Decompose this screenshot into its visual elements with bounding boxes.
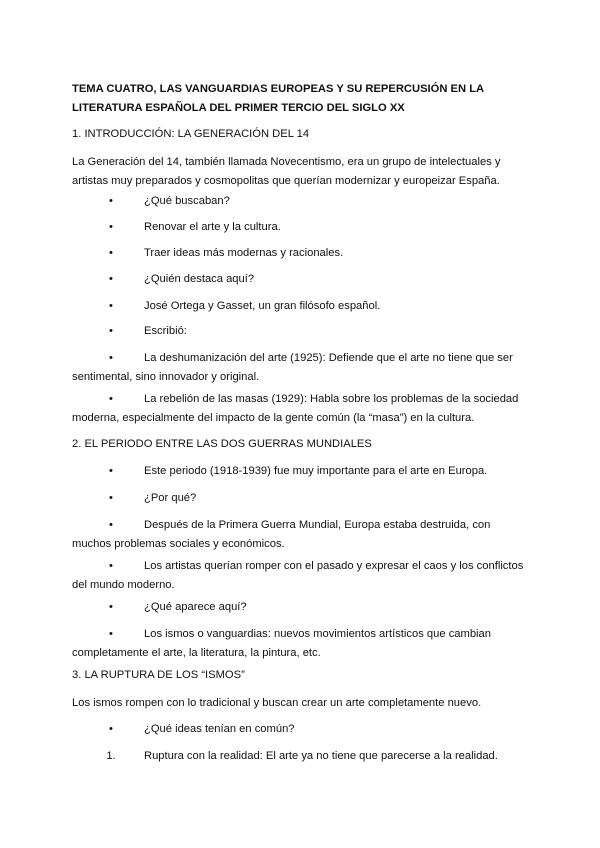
bullet-marker: •	[109, 247, 113, 259]
list-item	[72, 244, 522, 263]
list-item	[72, 270, 522, 289]
number-marker: 1.	[106, 750, 116, 762]
bullet-marker: •	[109, 393, 113, 405]
title-line: TEMA CUATRO, LAS VANGUARDIAS EUROPEAS Y SU REPERCUSIÓN EN LA	[72, 83, 485, 95]
bullet-marker: •	[109, 560, 113, 572]
section-heading-3: 3. LA RUPTURA DE LOS “ISMOS”	[72, 669, 245, 681]
list-item-text: José Ortega y Gasset, un gran filósofo español.	[144, 300, 381, 312]
bullet-marker: •	[109, 723, 113, 735]
list-item-text: ¿Qué aparece aquí?	[144, 601, 247, 613]
section-3-paragraph: Los ismos rompen con lo tradicional y buscan crear un arte completamente nuevo.	[72, 697, 482, 709]
bullet-marker: •	[109, 221, 113, 233]
bullet-marker: •	[109, 300, 113, 312]
list-item	[72, 218, 522, 237]
list-item	[72, 720, 522, 739]
list-item	[72, 192, 522, 211]
wrapped-list-item	[72, 390, 532, 428]
list-item-text: Los ismos o vanguardias: nuevos movimientos artísticos que cambian	[144, 628, 491, 640]
bullet-marker: •	[109, 628, 113, 640]
list-item-continuation: muchos problemas sociales y económicos.	[72, 538, 285, 550]
list-item-text: La rebelión de las masas (1929): Habla sobre los problemas de la sociedad	[144, 393, 519, 405]
list-item	[72, 462, 522, 481]
list-item-text: La deshumanización del arte (1925): Defiende que el arte no tiene que ser	[144, 352, 513, 364]
bullet-marker: •	[109, 465, 113, 477]
list-item-text: Este periodo (1918-1939) fue muy importante para el arte en Europa.	[144, 465, 488, 477]
list-item-text: Traer ideas más modernas y racionales.	[144, 247, 344, 259]
bullet-marker: •	[109, 195, 113, 207]
bullet-marker: •	[109, 492, 113, 504]
bullet-marker: •	[109, 273, 113, 285]
paragraph-line: artistas muy preparados y cosmopolitas que querían modernizar y europeizar España.	[72, 175, 500, 187]
paragraph-line: La Generación del 14, también llamada Novecentismo, era un grupo de intelectuales y	[72, 156, 501, 168]
list-item	[72, 598, 522, 617]
list-item-continuation: sentimental, sino innovador y original.	[72, 371, 260, 383]
list-item-text: ¿Quién destaca aquí?	[144, 273, 255, 285]
list-item-continuation: moderna, especialmente del impacto de la gente común (la “masa”) en la cultura.	[72, 412, 475, 424]
list-item-text: Renovar el arte y la cultura.	[144, 221, 281, 233]
list-item	[72, 297, 522, 316]
list-item-text: ¿Por qué?	[144, 492, 197, 504]
bullet-marker: •	[109, 519, 113, 531]
list-item-text: Escribió:	[144, 325, 187, 337]
wrapped-list-item	[72, 349, 532, 387]
list-item-text: ¿Qué ideas tenían en común?	[144, 723, 295, 735]
list-item-text: Después de la Primera Guerra Mundial, Europa estaba destruida, con	[144, 519, 491, 531]
list-item-continuation: completamente el arte, la literatura, la pintura, etc.	[72, 647, 321, 659]
wrapped-list-item	[72, 557, 532, 595]
bullet-marker: •	[109, 325, 113, 337]
bullet-marker: •	[109, 601, 113, 613]
list-item-continuation: del mundo moderno.	[72, 579, 175, 591]
list-item	[72, 489, 522, 508]
numbered-item-text: Ruptura con la realidad: El arte ya no tiene que parecerse a la realidad.	[144, 750, 498, 762]
document-title	[72, 80, 512, 118]
list-item	[72, 322, 522, 341]
numbered-item	[72, 747, 522, 766]
section-heading-1: 1. INTRODUCCIÓN: LA GENERACIÓN DEL 14	[72, 128, 310, 140]
wrapped-list-item	[72, 625, 532, 663]
list-item-text: ¿Qué buscaban?	[144, 195, 230, 207]
wrapped-list-item	[72, 516, 532, 554]
section-heading-2: 2. EL PERIODO ENTRE LAS DOS GUERRAS MUNDIALES	[72, 438, 372, 450]
title-line: LITERATURA ESPAÑOLA DEL PRIMER TERCIO DEL SIGLO XX	[72, 102, 405, 114]
bullet-marker: •	[109, 352, 113, 364]
list-item-text: Los artistas querían romper con el pasado y expresar el caos y los conflictos	[144, 560, 524, 572]
intro-paragraph	[72, 153, 512, 191]
